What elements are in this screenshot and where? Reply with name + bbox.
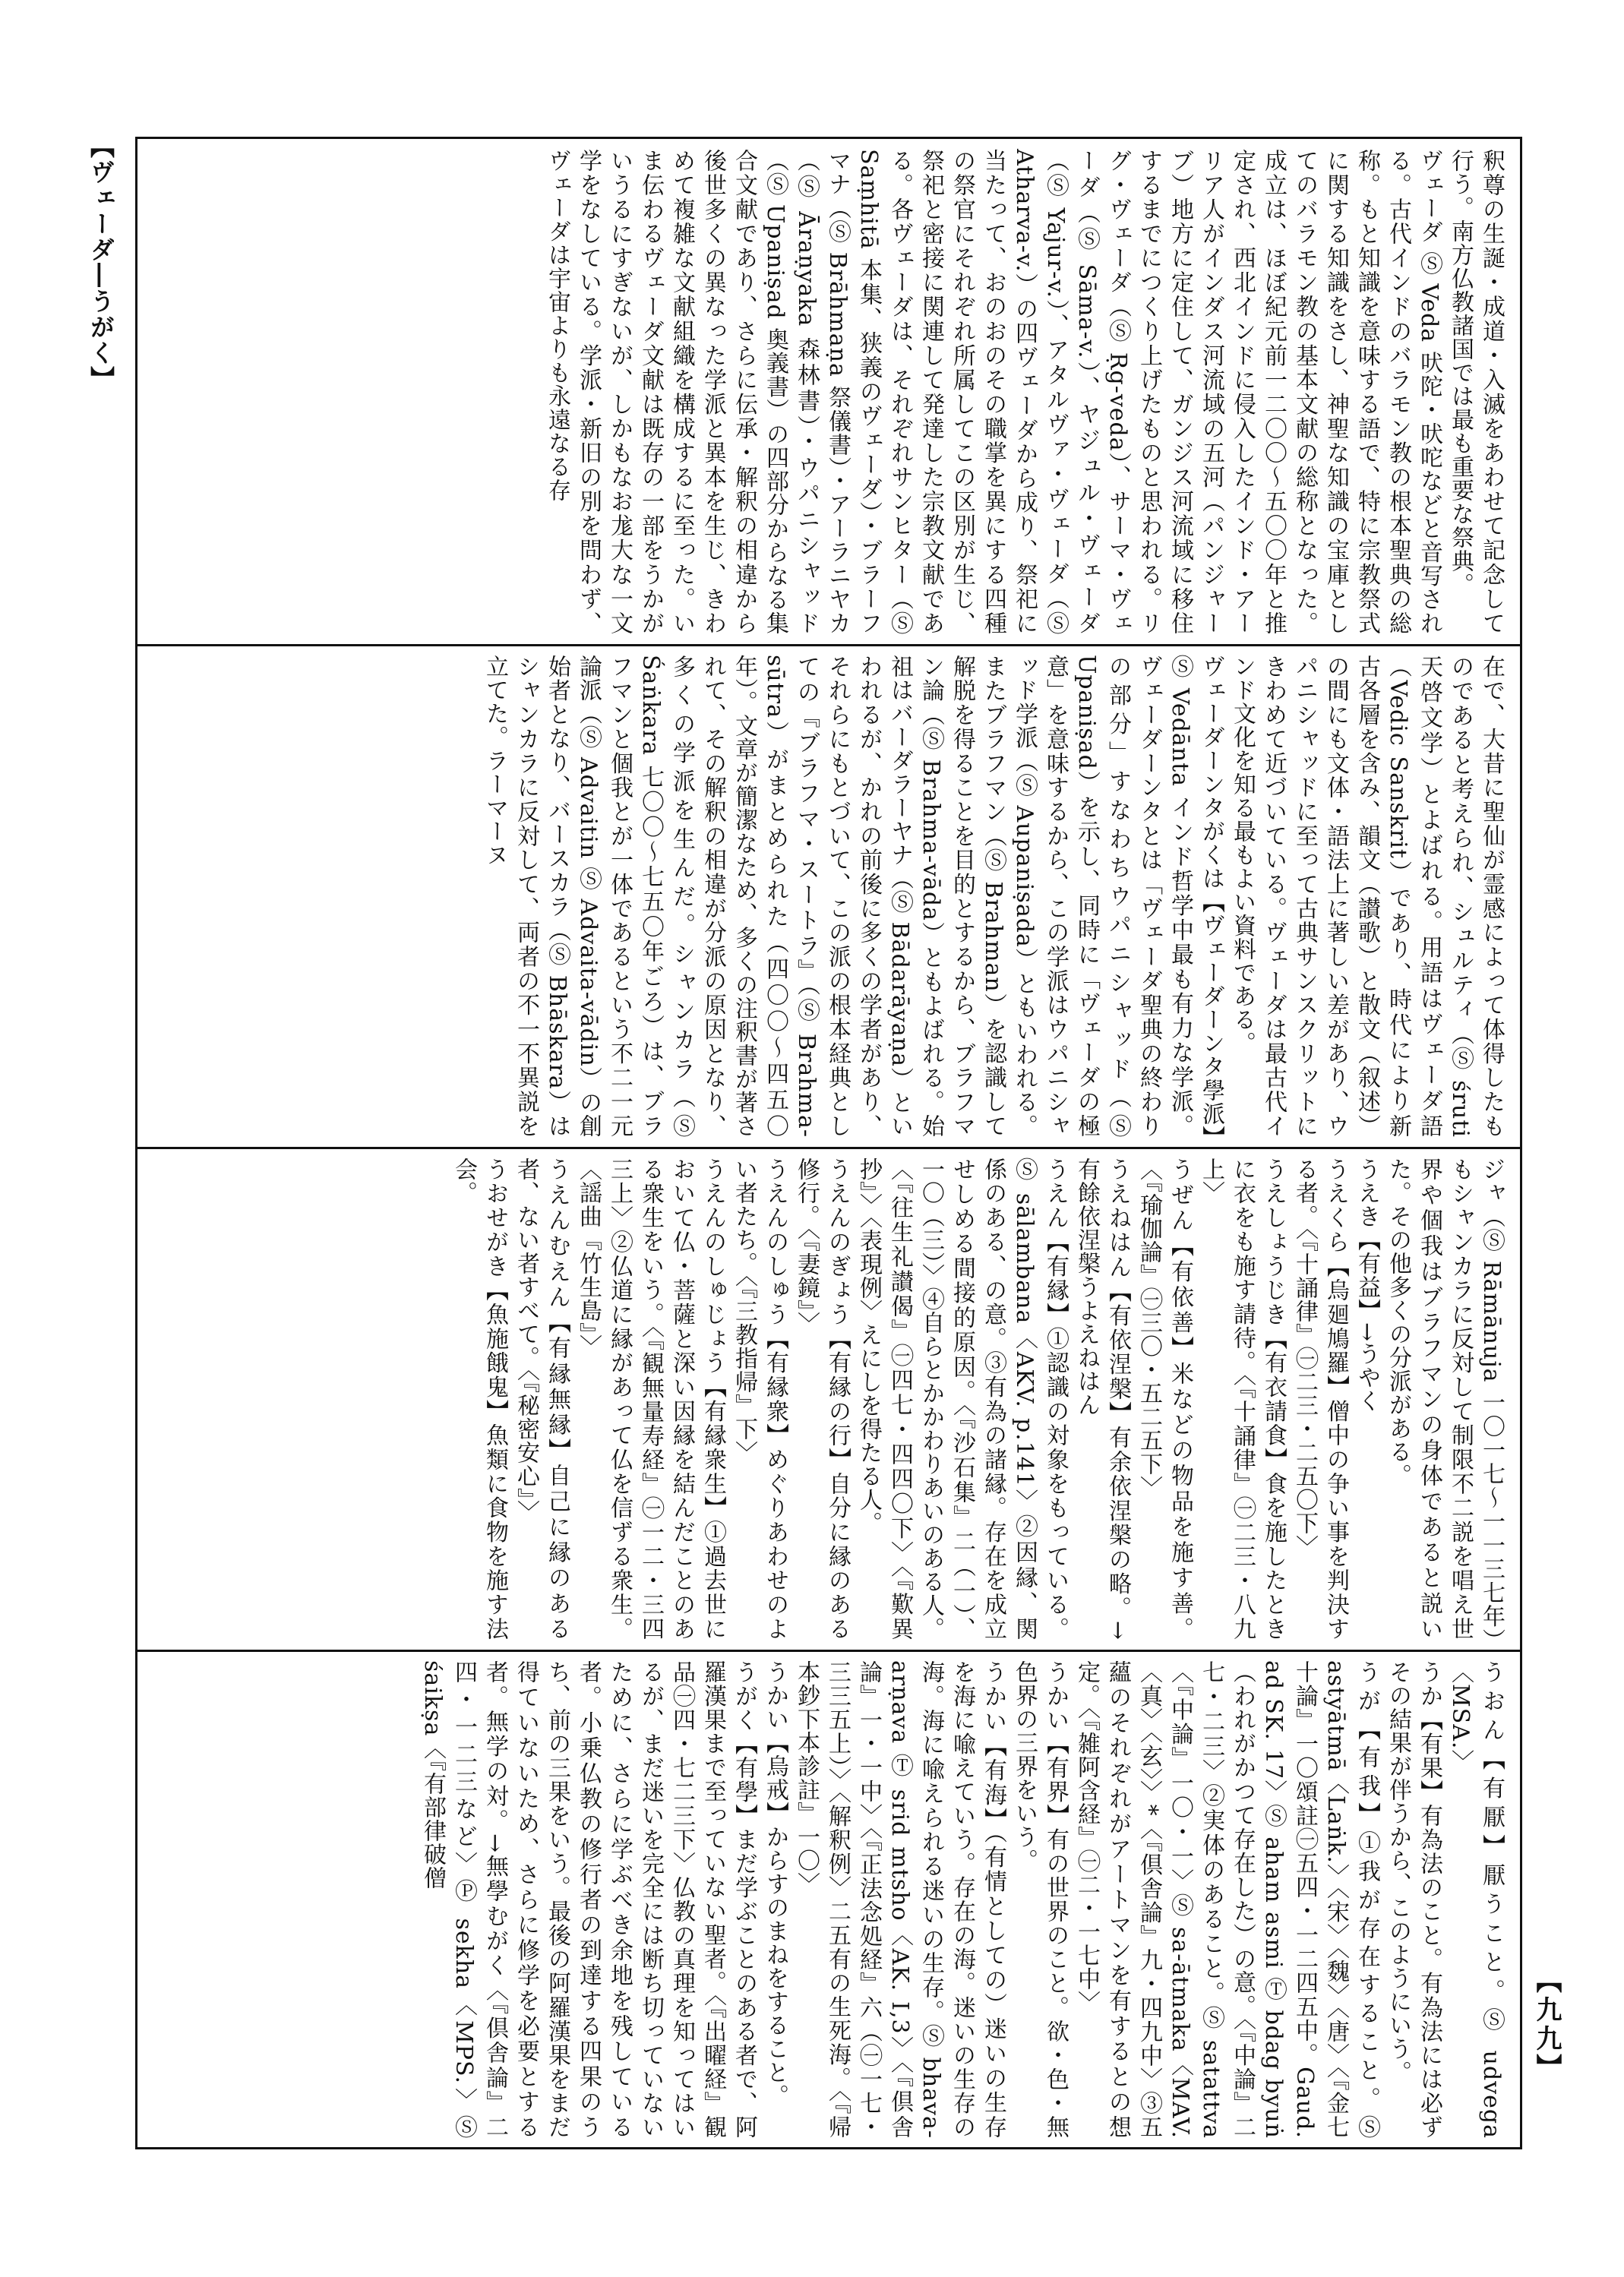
text-section-4: うおん【有厭】厭うこと。Ⓢ udvega〈MSA.〉 うか【有果】有為法のこと。有為法には必ずその結果が伴うから、このようにいう。 うが【有我】①我が存在すること。Ⓢ astyātmā〈Laṅk.〉〈宋〉〈魏〉〈唐〉〈『金七十論』一〇頌註㊀五四・一二四五中。Gaud. ad SK. 17〉Ⓢ aham asmi Ⓣ bdag byuṅ（われがかつて存在した）の意。〈『中論』二七・二三〉②実体のあること。Ⓢ satattva〈『中論』一〇・一〉Ⓢ sa-ātmaka〈MAV.〈真〉〈玄〉〉*〈『倶舎論』九・四九中〉③五蘊のそれぞれがアートマンを有するとの想定。〈『雑阿含経』㊀二・一七中〉 うかい【有界】有の世界のこと。欲・色・無色界の三界をいう。 うかい【有海】（有情としての）迷いの生存を海に喩えていう。存在の海。迷いの生存の海。海に喩えられる迷いの生存。Ⓢ bhava-arṇava Ⓣ srid mtsho〈AK. I,3〉〈『倶舎論』一・一中〉〈『正法念処経』六（㊀一七・三三五上）〉〈解釈例〉二五有の生死海。〈『帰本鈔下本診註』一〇〉 うかい【烏戒】からすのまねをすること。 うがく【有學】まだ学ぶことのある者で、阿羅漢果まで至っていない聖者。〈『出曜経』観品㊀四・七二三下〉仏教の真理を知ってはいるが、まだ迷いを完全には断ち切っていないために、さらに学ぶべき余地を残している者。小乗仏教の修行者の到達する四果のうち、前の三果をいう。最後の阿羅漢果をまだ得ていないため、さらに修学を必要とする者。無学の対。→無學むがく〈『倶舎論』二四・一二三など〉Ⓟ sekha〈MPS.〉Ⓢ śaikṣa〈『有部律破僧	[419, 1660, 1505, 2139]
text-section-2: 在で、大昔に聖仙が霊感によって体得したものであると考えられ、シュルティ（Ⓢ śruti 天啓文学）とよばれる。用語はヴェーダ語（Vedic Sanskrit）であり、時代により新古各層を含み、韻文（讃歌）と散文（叙述）の間にも文体・語法上に著しい差があり、ウパニシャッドに至って古典サンスクリットにきわめて近づいている。ヴェーダは最古代インド文化を知る最もよい資料である。 ヴェーダーンタがくは【ヴェーダーンタ學派】Ⓢ Vedānta インド哲学中最も有力な学派。ヴェーダーンタとは「ヴェーダ聖典の終わりの部分」すなわちウパニシャッド（Ⓢ Upaniṣad）を示し、同時に「ヴェーダの極意」を意味するから、この学派はウパニシャッド学派（Ⓢ Aupaniṣada）ともいわれる。またブラフマン（Ⓢ Brahman）を認識して解脱を得ることを目的とするから、ブラフマン論（Ⓢ Brahma-vāda）ともよばれる。始祖はバーダラーヤナ（Ⓢ Bādarāyaṇa）といわれるが、かれの前後に多くの学者があり、それらにもとづいて、この派の根本経典としての『ブラフマ・スートラ』（Ⓢ Brahma-sūtra）がまとめられた（四〇〇〜四五〇年）。文章が簡潔なため、多くの注釈書が著されて、その解釈の相違が分派の原因となり、多くの学派を生んだ。シャンカラ（Ⓢ Śaṅkara 七〇〇〜七五〇年ごろ）は、ブラフマンと個我とが一体であるという不二一元論派（Ⓢ Advaitin Ⓢ Advaita-vādin）の創始者となり、バースカラ（Ⓢ Bhāskara）はシャンカラに反対して、両者の不一不異説を立てた。ラーマーヌ	[482, 655, 1505, 1138]
section-divider-1	[135, 644, 1522, 646]
text-section-3: ジャ（Ⓢ Rāmānuja 一〇一七〜一一三七年）もシャンカラに反対して制限不二説を唱え世界や個我はブラフマンの身体であると説いた。その他多くの分派がある。 うえき【有益】→うやく うえくら【烏廻鳩羅】僧中の争い事を判決する者。〈『十誦律』㊀二三・二五〇下〉 うえしょうじき【有衣請食】食を施したときに衣をも施す請待。〈『十誦律』㊀二三・八九上〉 うぜん【有依善】米などの物品を施す善。〈『瑜伽論』㊀三〇・五二五下〉 うえねはん【有依涅槃】有余依涅槃の略。→有餘依涅槃うよえねはん うえん【有縁】①認識の対象をもっている。Ⓢ sālambana〈AKV. p.141〉②因縁、関係のある、の意。③有為の諸縁。存在を成立せしめる間接的原因。〈『沙石集』二（一）、一〇（三）〉④自らとかかわりあいのある人。〈『往生礼讃偈』㊀四七・四四〇下〉〈『歎異抄』〉〈表現例〉えにしを得たる人。 うえんのぎょう【有縁の行】自分に縁のある修行。〈『妻鏡』〉 うえんのしゅう【有縁衆】めぐりあわせのよい者たち。〈『三教指帰』下〉 うえんのしゅじょう【有縁衆生】①過去世において仏・菩薩と深い因縁を結んだことのある衆生をいう。〈『観無量寿経』㊀一二・三四三上〉②仏道に縁があって仏を信ずる衆生。〈謡曲『竹生島』〉 うえんむえん【有縁無縁】自己に縁のある者、ない者すべて。〈『秘密安心』〉 うおせがき【魚施餓鬼】魚類に食物を施す法会。	[450, 1157, 1505, 1641]
section-divider-3	[135, 1650, 1522, 1652]
page-number: 【九九】	[1531, 1967, 1562, 2083]
running-header: 【ヴェーダ―うがく】	[87, 134, 115, 392]
section-divider-2	[135, 1147, 1522, 1149]
text-section-1: 釈尊の生誕・成道・入滅をあわせて記念して行う。南方仏教諸国では最も重要な祭典。 ヴェーダ Ⓢ Veda 吠陀・吠咜などと音写される。古代インドのバラモン教の根本聖典の総称。もと知識を意味する語で、特に宗教祭式に関する知識をさし、神聖な知識の宝庫としてのバラモン教の基本文献の総称となった。成立は、ほぼ紀元前一二〇〇〜五〇〇年と推定され、西北インドに侵入したインド・アーリア人がインダス河流域の五河（パンジャーブ）地方に定住して、ガンジス河流域に移住するまでにつくり上げたものと思われる。リグ・ヴェーダ（Ⓢ Ṛg-veda）、サーマ・ヴェーダ（Ⓢ Sāma-v.）、ヤジュル・ヴェーダ（Ⓢ Yajur-v.）、アタルヴァ・ヴェーダ（Ⓢ Atharva-v.）の四ヴェーダから成り、祭祀に当たって、おのおのその職掌を異にする四種の祭官にそれぞれ所属してこの区別が生じ、祭祀と密接に関連して発達した宗教文献である。各ヴェーダは、それぞれサンヒター（Ⓢ Saṃhitā 本集、狭義のヴェーダ）・ブラーフマナ（Ⓢ Brāhmaṇa 祭儀書）・アーラニヤカ（Ⓢ Āraṇyaka 森林書）・ウパニシャッド（Ⓢ Upaniṣad 奥義書）の四部分からなる集合文献であり、さらに伝承・解釈の相違から後世多くの異なった学派と異本を生じ、きわめて複雑な文献組織を構成するに至った。いま伝わるヴェーダ文献は既存の一部をうかがいうるにすぎないが、しかもなお尨大な一文学をなしている。学派・新旧の別を問わず、ヴェーダは宇宙よりも永遠なる存	[544, 149, 1505, 635]
